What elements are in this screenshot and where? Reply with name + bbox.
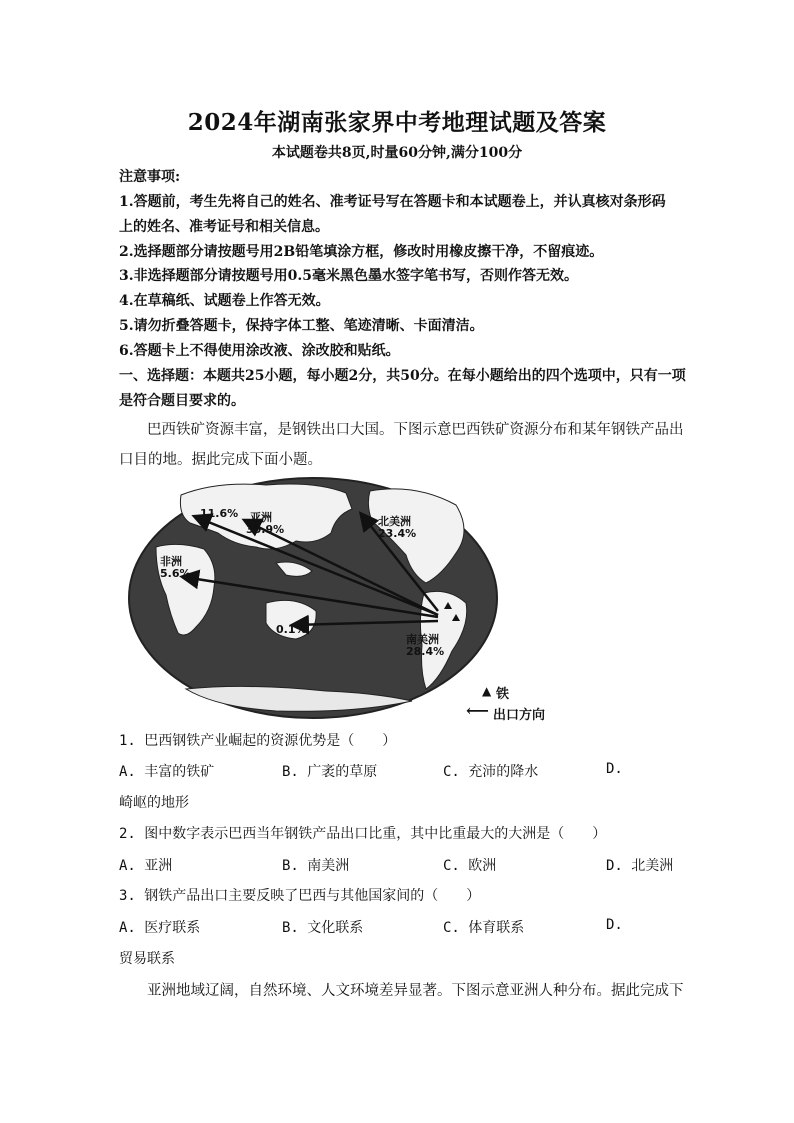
option-b[interactable]: B. 广袤的草原: [282, 764, 378, 780]
map-label-africa: 非洲: [160, 555, 182, 568]
map-label-asia-pct: 30.9%: [246, 523, 285, 536]
option-a[interactable]: A. 丰富的铁矿: [119, 764, 215, 780]
world-map-svg: [126, 475, 500, 721]
question-stem: 1. 巴西钢铁产业崛起的资源优势是（ ）: [119, 733, 397, 749]
option-d-text[interactable]: 贸易联系: [119, 951, 175, 967]
exam-info: 本试题卷共8页,时量60分钟,满分100分: [271, 145, 523, 161]
notice-item: 3.非选择题部分请按题号用0.5毫米黑色墨水签字笔书写，否则作答无效。: [119, 268, 578, 284]
option-d[interactable]: D.: [606, 917, 623, 933]
legend-iron-label: 铁: [496, 687, 510, 702]
option-c[interactable]: C. 充沛的降水: [443, 764, 539, 780]
map-label-samerica: 南美洲: [406, 633, 439, 646]
notice-item: 5.请勿折叠答题卡，保持字体工整、笔迹清晰、卡面清洁。: [119, 318, 484, 334]
option-b[interactable]: B. 南美洲: [282, 858, 350, 874]
intro-paragraph-cont: 口目的地。据此完成下面小题。: [119, 452, 322, 468]
map-label-africa-pct: 5.6%: [160, 567, 191, 580]
intro-paragraph: 巴西铁矿资源丰富，是钢铁出口大国。下图示意巴西铁矿资源分布和某年钢铁产品出: [147, 422, 684, 438]
notice-heading: 注意事项:: [119, 169, 181, 185]
option-c[interactable]: C. 体育联系: [443, 920, 525, 936]
option-a[interactable]: A. 医疗联系: [119, 920, 201, 936]
map-label-asia: 亚洲: [250, 511, 272, 524]
option-d[interactable]: D. 北美洲: [606, 858, 674, 874]
notice-item: 6.答题卡上不得使用涂改液、涂改胶和贴纸。: [119, 343, 400, 359]
map-label-namerica-pct: 23.4%: [378, 527, 417, 540]
section-heading: 一、选择题：本题共25小题，每小题2分，共50分。在每小题给出的四个选项中，只有一项: [119, 368, 686, 384]
map-label-oceania-pct: 0.1%: [276, 623, 307, 636]
question-stem: 3. 钢铁产品出口主要反映了巴西与其他国家间的（ ）: [119, 888, 481, 904]
map-label-namerica: 北美洲: [378, 515, 411, 528]
option-a[interactable]: A. 亚洲: [119, 858, 173, 874]
notice-item: 4.在草稿纸、试题卷上作答无效。: [119, 293, 330, 309]
option-d[interactable]: D.: [606, 761, 623, 777]
notice-item: 2.选择题部分请按题号用2B铅笔填涂方框，修改时用橡皮擦干净，不留痕迹。: [119, 244, 604, 260]
page-title: 2024年湖南张家界中考地理试题及答案: [187, 109, 607, 136]
legend-arrow-icon: ⟵: [466, 701, 489, 720]
option-c[interactable]: C. 欧洲: [443, 858, 497, 874]
world-map-figure: [126, 475, 500, 721]
question-stem: 2. 图中数字表示巴西当年钢铁产品出口比重，其中比重最大的大洲是（ ）: [119, 826, 607, 842]
option-b[interactable]: B. 文化联系: [282, 920, 364, 936]
legend-iron-icon: ▲: [482, 684, 492, 698]
map-label-europe-pct: 11.6%: [200, 507, 239, 520]
section-heading-cont: 是符合题目要求的。: [119, 393, 245, 409]
notice-item: 1.答题前，考生先将自己的姓名、准考证号写在答题卡和本试题卷上，并认真核对条形码: [119, 194, 666, 210]
map-label-samerica-pct: 28.4%: [406, 645, 445, 658]
notice-item: 上的姓名、准考证号和相关信息。: [119, 219, 329, 235]
option-d-text[interactable]: 崎岖的地形: [119, 795, 189, 811]
intro-paragraph: 亚洲地域辽阔，自然环境、人文环境差异显著。下图示意亚洲人种分布。据此完成下: [147, 983, 684, 999]
legend-export-label: 出口方向: [493, 708, 546, 723]
